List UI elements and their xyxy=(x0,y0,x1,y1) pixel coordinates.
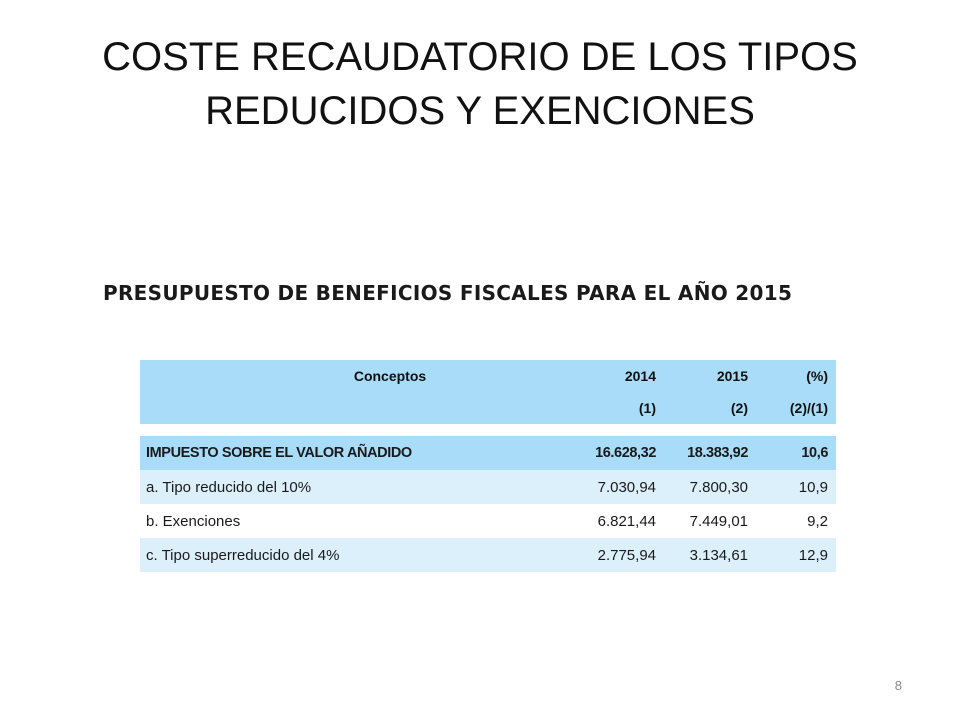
table-row-tipo-reducido xyxy=(140,470,836,504)
cell-2015: 3.134,61 xyxy=(689,546,748,564)
header-gap xyxy=(140,424,836,436)
cell-2014: 6.821,44 xyxy=(597,512,656,530)
cell-percent: 12,9 xyxy=(798,546,828,564)
slide-title-line-1: COSTE RECAUDATORIO DE LOS TIPOS xyxy=(102,35,858,79)
column-header-concepts: Conceptos xyxy=(353,368,427,384)
tax-benefits-table xyxy=(140,360,836,572)
cell-2014: 7.030,94 xyxy=(597,478,656,496)
table-row-exenciones xyxy=(140,504,836,538)
cell-concept: b. Exenciones xyxy=(146,512,241,530)
slide-title xyxy=(40,30,920,138)
cell-2014: 2.775,94 xyxy=(597,546,656,564)
column-header-2014: 2014 (1) xyxy=(624,368,656,416)
slide-title-line-2: REDUCIDOS Y EXENCIONES xyxy=(205,89,755,133)
cell-2015: 18.383,92 xyxy=(687,445,748,461)
column-header-2015: 2015 (2) xyxy=(716,368,748,416)
column-header-percent: (%) (2)/(1) xyxy=(789,368,828,416)
cell-concept: a. Tipo reducido del 10% xyxy=(146,478,312,496)
cell-concept: c. Tipo superreducido del 4% xyxy=(146,546,340,564)
table-heading: PRESUPUESTO DE BENEFICIOS FISCALES PARA EL AÑO 2015 xyxy=(103,281,793,305)
cell-concept: IMPUESTO SOBRE EL VALOR AÑADIDO xyxy=(146,445,412,461)
cell-percent: 9,2 xyxy=(807,512,828,530)
cell-2015: 7.800,30 xyxy=(689,478,748,496)
table-header xyxy=(140,360,836,424)
table-row-iva-total xyxy=(140,436,836,470)
cell-percent: 10,6 xyxy=(801,445,828,461)
cell-2015: 7.449,01 xyxy=(689,512,748,530)
cell-percent: 10,9 xyxy=(798,478,828,496)
table-row-tipo-superreducido xyxy=(140,538,836,572)
cell-2014: 16.628,32 xyxy=(595,445,656,461)
page-number: 8 xyxy=(894,678,902,693)
